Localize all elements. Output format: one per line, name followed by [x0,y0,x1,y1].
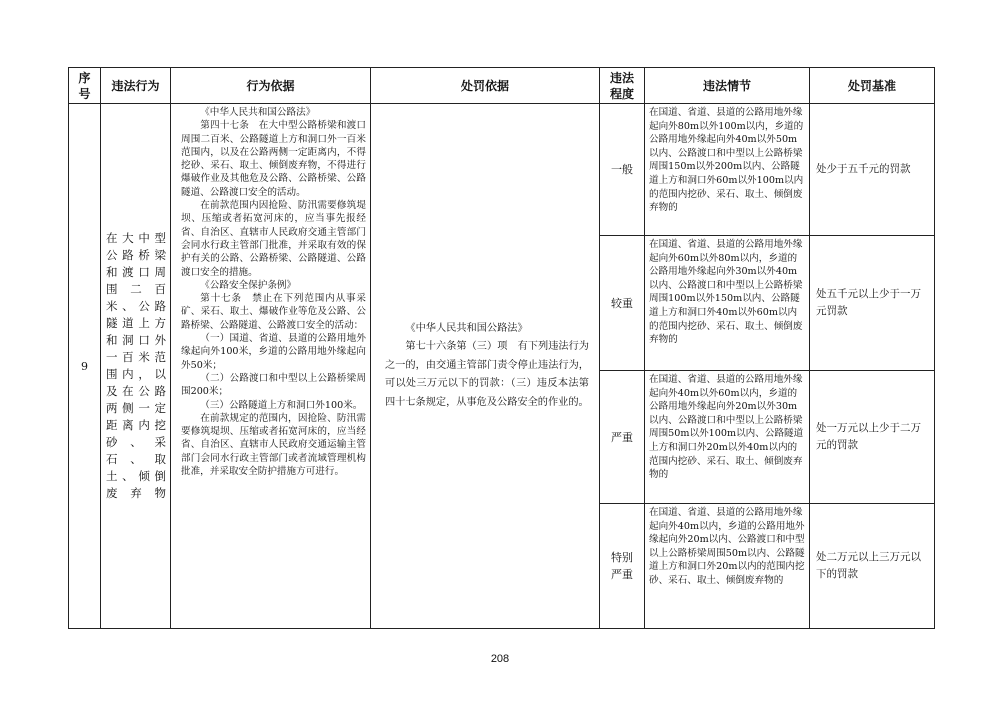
header-penalty-basis: 处罚依据 [371,68,600,104]
degree-especially-severe: 特别严重 [600,504,645,629]
header-behavior: 违法行为 [101,68,171,104]
table-row [69,104,935,236]
header-degree: 违法程度 [600,68,645,104]
situation-general: 在国道、省道、县道的公路用地外缘起向外80m以外100m以内，乡道的公路用地外缘起向外40m以外50m以内、公路渡口和中型以上公路桥梁周围150m以外200m以内、公路隧道上方和洞口外60m以外100m以内的范围内挖砂、采石、取土、倾倒废弃物的 [645,104,810,236]
header-seq: 序号 [69,68,101,104]
standard-serious: 处五千元以上少于一万元罚款 [810,236,935,371]
page-number: 208 [490,653,510,665]
behavior-basis-cell [171,104,371,629]
header-basis: 行为依据 [171,68,371,104]
standard-severe: 处一万元以上少于二万元的罚款 [810,371,935,504]
basis-paragraph: 第四十七条 在大中型公路桥梁和渡口周围二百米、公路隧道上方和洞口外一百米范围内，以及在公路两侧一定距离内，不得挖砂、采石、取土、倾倒废弃物，不得进行爆破作业及其他危及公路、公路桥梁、公路隧道、公路渡口安全的活动。 [181,120,366,198]
basis-paragraph: （二）公路渡口和中型以上公路桥梁周围200米； [181,372,366,398]
degree-serious: 较重 [600,236,645,371]
penalty-paragraph: 《中华人民共和国公路法》 [405,322,528,334]
penalty-paragraph: 第七十六条第（三）项 有下列违法行为之一的，由交通主管部门责令停止违法行为，可以处三万元以下的罚款：（三）违反本法第四十七条规定，从事危及公路安全的作业的。 [385,341,589,408]
row-seq: 9 [69,104,101,629]
situation-severe: 在国道、省道、县道的公路用地外缘起向外40m以外60m以内，乡道的公路用地外缘起向外20m以外30m以内、公路渡口和中型以上公路桥梁周围50m以外100m以内、公路隧道上方和洞口外20m以外40m以内的范围内挖砂、采石、取土、倾倒废弃物的 [645,371,810,504]
basis-paragraph: （三）公路隧道上方和洞口外100米。 [200,399,363,411]
situation-serious: 在国道、省道、县道的公路用地外缘起向外60m以外80m以内，乡道的公路用地外缘起向外30m以外40m以内、公路渡口和中型以上公路桥梁周围100m以外150m以内、公路隧道上方和洞口外40m以外60m以内的范围内挖砂、采石、取土、倾倒废弃物的 [645,236,810,371]
basis-paragraph: 在前款范围内因抢险、防汛需要修筑堤坝、压缩或者拓宽河床的，应当事先报经省、自治区、直辖市人民政府交通主管部门会同水行政主管部门批准，并采取有效的保护有关的公路、公路桥梁、公路隧道、公路渡口安全的措施。 [181,200,366,278]
standard-especially-severe: 处二万元以上三万元以下的罚款 [810,504,935,629]
header-standard: 处罚基准 [810,68,935,104]
basis-paragraph: 在前款规定的范围内，因抢险、防汛需要修筑堤坝、压缩或者拓宽河床的，应当经省、自治区、直辖市人民政府交通运输主管部门会同水行政主管部门或者流域管理机构批准，并采取安全防护措施方可进行。 [181,412,366,478]
basis-paragraph: 第十七条 禁止在下列范围内从事采矿、采石、取土、爆破作业等危及公路、公路桥梁、公路隧道、公路渡口安全的活动： [181,293,366,331]
penalty-standard-table [68,67,935,629]
basis-paragraph: 《公路安全保护条例》 [200,279,297,291]
standard-general: 处少于五千元的罚款 [810,104,935,236]
basis-paragraph: 《中华人民共和国公路法》 [200,107,316,118]
penalty-basis-cell [371,104,600,629]
degree-general: 一般 [600,104,645,236]
violation-behavior: 在大中型公路桥梁和渡口周围二百米、公路隧道上方和洞口外一百米范围内，以及在公路两侧一定距离内挖砂、采石、取土、倾倒废弃物 [101,104,171,629]
basis-paragraph: （一）国道、省道、县道的公路用地外缘起向外100米，乡道的公路用地外缘起向外50米； [181,333,366,371]
header-row [69,68,935,104]
degree-severe: 严重 [600,371,645,504]
situation-especially-severe: 在国道、省道、县道的公路用地外缘起向外40m以内，乡道的公路用地外缘起向外20m以内、公路渡口和中型以上公路桥梁周围50m以内、公路隧道上方和洞口外20m以内的范围内挖砂、采石、取土、倾倒废弃物的 [645,504,810,629]
header-situation: 违法情节 [645,68,810,104]
